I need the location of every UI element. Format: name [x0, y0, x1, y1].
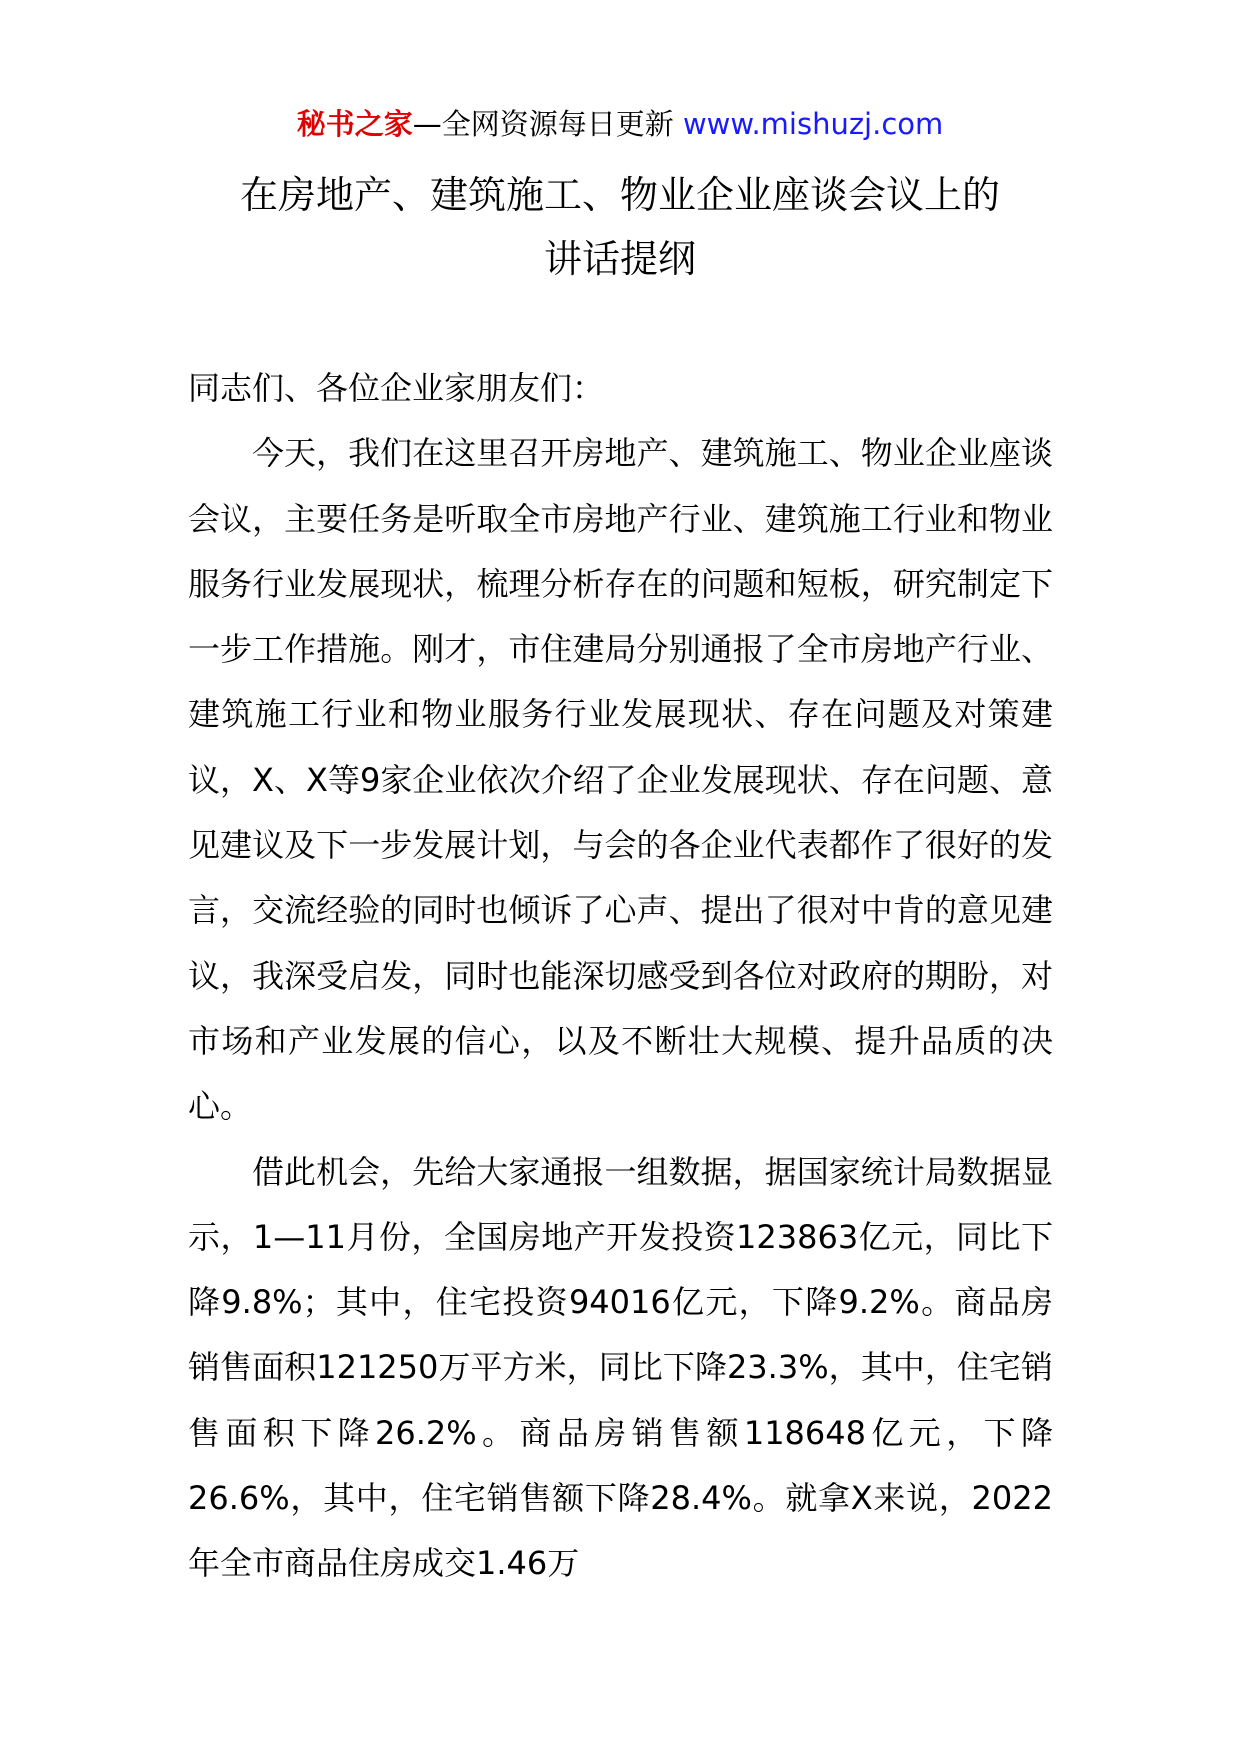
- site-tagline: —全网资源每日更新: [412, 107, 674, 141]
- document-title: [160, 163, 1080, 291]
- paragraph-1: 今天，我们在这里召开房地产、建筑施工、物业企业座谈会议，主要任务是听取全市房地产行业、建筑施工行业和物业服务行业发展现状，梳理分析存在的问题和短板，研究制定下一步工作措施。刚才，市住建局分别通报了全市房地产行业、建筑施工行业和物业服务行业发展现状、存在问题及对策建议，X、X等9家企业依次介绍了企业发展现状、存在问题、意见建议及下一步发展计划，与会的各企业代表都作了很好的发言，交流经验的同时也倾诉了心声、提出了很对中肯的意见建议，我深受启发，同时也能深切感受到各位对政府的期盼，对市场和产业发展的信心，以及不断壮大规模、提升品质的决心。: [188, 434, 1053, 1126]
- paragraph-2: 借此机会，先给大家通报一组数据，据国家统计局数据显示，1—11月份，全国房地产开发投资123863亿元，同比下降9.8%；其中，住宅投资94016亿元，下降9.2%。商品房销售面积121250万平方米，同比下降23.3%，其中，住宅销售面积下降26.2%。商品房销售额118648亿元，下降26.6%，其中，住宅销售额下降28.4%。就拿X来说，2022年全市商品住房成交1.46万: [188, 1152, 1053, 1583]
- document-body: [188, 356, 1053, 1597]
- site-banner: [0, 104, 1240, 144]
- site-url-link[interactable]: www.mishuzj.com: [682, 107, 944, 141]
- title-line-1: 在房地产、建筑施工、物业企业座谈会议上的: [239, 173, 1000, 217]
- site-brand: 秘书之家: [296, 107, 413, 141]
- title-line-2: 讲话提纲: [543, 237, 696, 281]
- salutation: 同志们、各位企业家朋友们：: [188, 369, 605, 407]
